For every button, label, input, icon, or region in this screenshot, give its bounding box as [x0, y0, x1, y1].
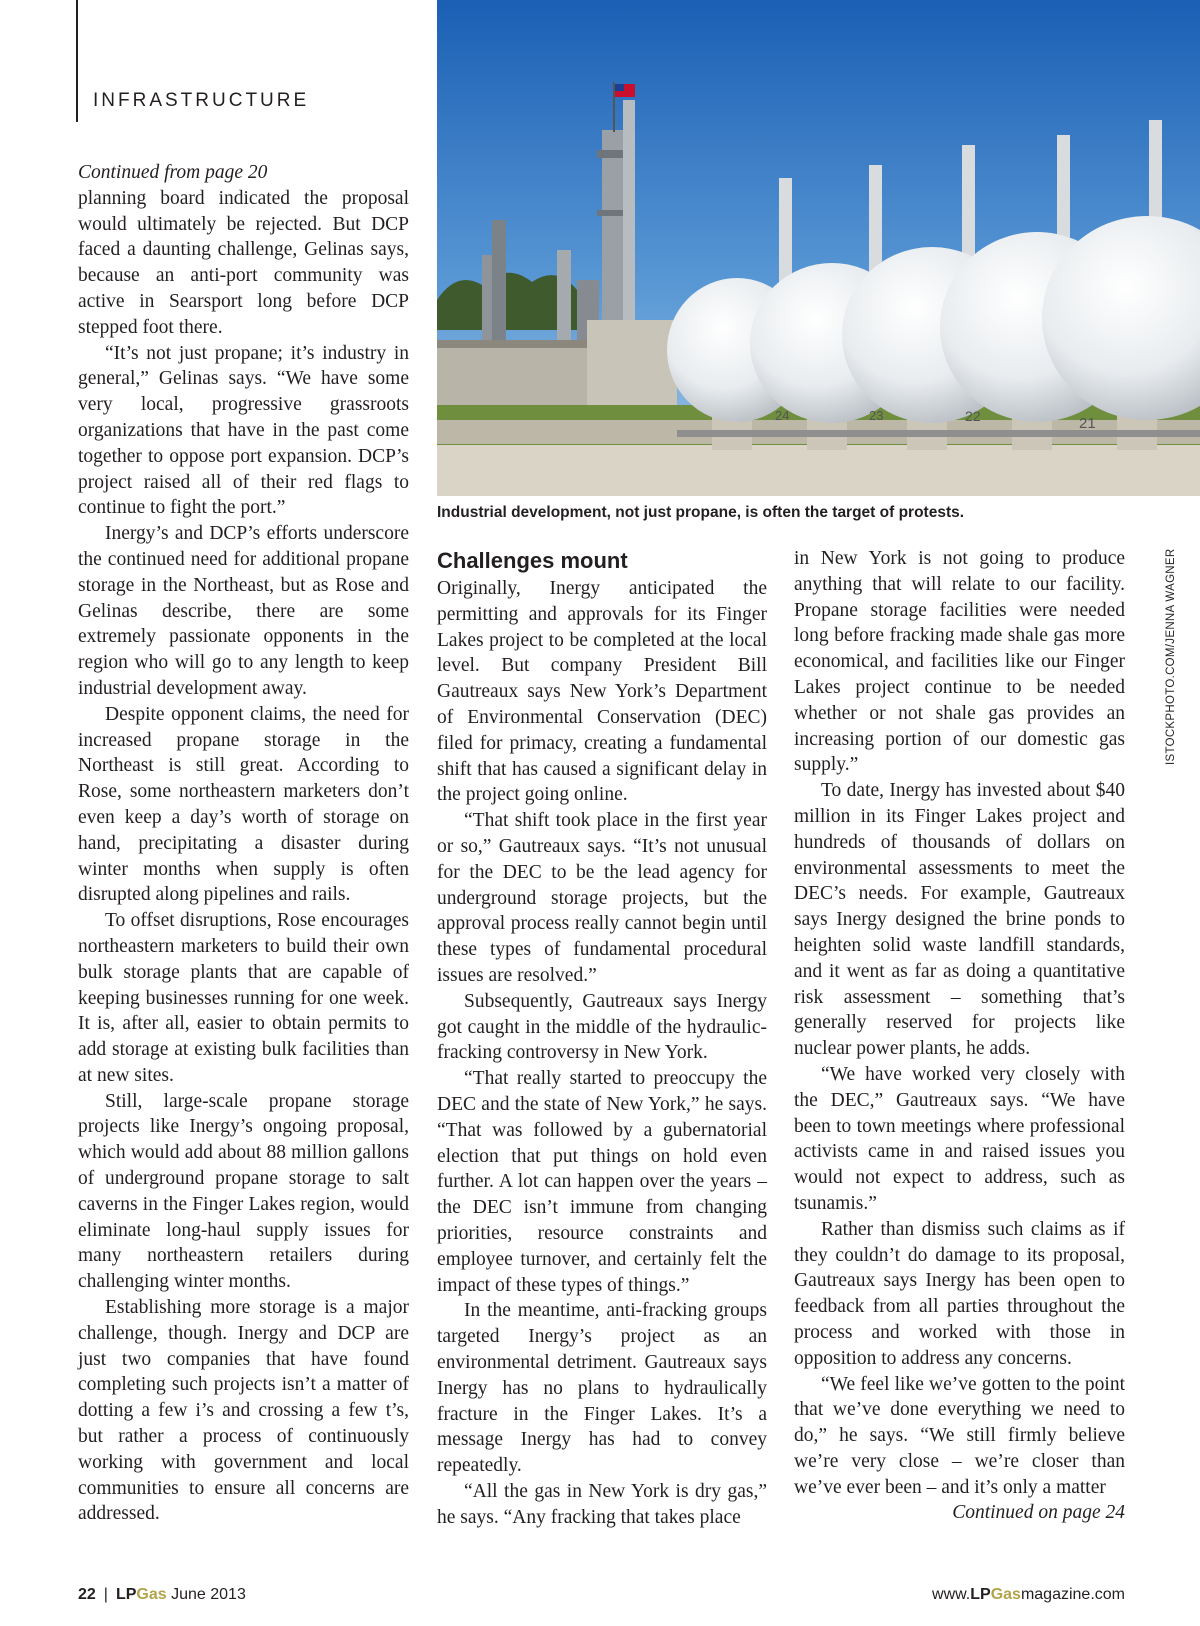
- site-suffix: magazine.com: [1020, 1586, 1125, 1603]
- article-column-1: [78, 160, 409, 1527]
- paragraph: Rather than dismiss such claims as if they couldn’t do damage to its proposal, Gautreaux says Inergy has been open to feedback from all parties throughout the process and worked with those in opposition to address any concerns.: [794, 1218, 1125, 1369]
- photo-credit: [1165, 548, 1185, 765]
- page-number: 22: [78, 1586, 96, 1603]
- tank-number: 23: [869, 408, 884, 423]
- paragraph: “It’s not just propane; it’s industry in general,” Gelinas says. “We have some very local, progressive grassroots organizations that have in the past come together to oppose port expansion. DCP’s project raised all of their red flags to continue to fight the port.”: [78, 342, 409, 519]
- paragraph: “That shift took place in the first year or so,” Gautreaux says. “It’s not unusual for the DEC to be the lead agency for underground storage projects, but the approval process really cannot begin until these types of fundamental procedural issues are resolved.”: [437, 810, 767, 986]
- logo-gas: Gas: [136, 1586, 167, 1603]
- magazine-logo: [116, 1586, 167, 1603]
- issue-date: June 2013: [171, 1586, 246, 1603]
- paragraph: planning board indicated the proposal would ultimately be rejected. But DCP faced a daunting challenge, Gelinas says, because an anti-port community was active in Searsport long before DCP stepped foot there.: [78, 187, 409, 338]
- subhead: Challenges mount: [437, 548, 628, 573]
- article-photo: [437, 0, 1200, 496]
- photo-caption: Industrial development, not just propane, is often the target of protests.: [437, 504, 965, 521]
- site-prefix: www.: [932, 1586, 971, 1603]
- paragraph: To offset disruptions, Rose encourages northeastern marketers to build their own bulk storage plants that are capable of keeping businesses running for one week. It is, after all, easier to obtain permits to add storage at existing bulk facilities than at new sites.: [78, 910, 409, 1086]
- site-gas: Gas: [990, 1586, 1021, 1603]
- continued-on: Continued on page 24: [952, 1502, 1125, 1524]
- propane-storage-photo: [437, 0, 1200, 496]
- footer-folio: [78, 1586, 246, 1604]
- site-lp: LP: [970, 1586, 991, 1603]
- article-column-2: [437, 546, 767, 1530]
- article-column-3: [794, 546, 1125, 1526]
- footer-separator: |: [103, 1586, 108, 1603]
- photo-credit-text: ISTOCKPHOTO.COM/JENNA WAGNER: [1165, 548, 1177, 765]
- paragraph: Establishing more storage is a major challenge, though. Inergy and DCP are just two companies that have found completing such projects isn’t a matter of dotting a few i’s and crossing a few t’s, but rather a process of continuously working with government and local communities to ensure all concerns are addressed.: [78, 1297, 409, 1525]
- paragraph: Inergy’s and DCP’s efforts underscore the continued need for additional propane storage in the Northeast, but as Rose and Gelinas describe, there are some extremely passionate opponents in the region who will go to any length to keep industrial development away.: [78, 523, 409, 699]
- tank-number: 22: [965, 408, 981, 424]
- section-label: INFRASTRUCTURE: [93, 90, 310, 111]
- paragraph: “We have worked very closely with the DEC,” Gautreaux says. “We have been to town meetings where professional activists came in and raised issues you would not expect to address, such as tsunamis.”: [794, 1063, 1125, 1214]
- tank-number: 24: [775, 408, 790, 423]
- paragraph: Subsequently, Gautreaux says Inergy got caught in the middle of the hydraulic-fracking controversy in New York.: [437, 990, 767, 1064]
- paragraph: Despite opponent claims, the need for increased propane storage in the Northeast is still great. According to Rose, some northeastern marketers don’t even keep a day’s worth of storage on hand, precipitating a disaster during winter months when supply is often disrupted along pipelines and rails.: [78, 703, 409, 906]
- footer-website: [932, 1586, 1125, 1604]
- paragraph: Still, large-scale propane storage projects like Inergy’s ongoing proposal, which would add about 88 million gallons of underground propane storage to salt caverns in the Finger Lakes region, would eliminate long-haul supply issues for many northeastern retailers during challenging winter months.: [78, 1090, 409, 1293]
- paragraph: “All the gas in New York is dry gas,” he says. “Any fracking that takes place: [437, 1480, 767, 1528]
- paragraph: “That really started to preoccupy the DEC and the state of New York,” he says. “That was followed by a gubernatorial election that put things on hold even further. A lot can happen over the years – the DEC isn’t immune from changing priorities, resource constraints and employee turnover, and certainly felt the impact of these types of things.”: [437, 1068, 767, 1296]
- paragraph: Originally, Inergy anticipated the permitting and approvals for its Finger Lakes project to be completed at the local level. But company President Bill Gautreaux says New York’s Department of Environmental Conservation (DEC) filed for primacy, creating a fundamental shift that has caused a significant delay in the project going online.: [437, 578, 767, 806]
- logo-lp: LP: [115, 1586, 137, 1603]
- paragraph: “We feel like we’ve gotten to the point that we’ve done everything we need to do,” he says. “We still firmly believe we’re very close – we’re closer than we’ve ever been – and it’s only a matter: [794, 1373, 1125, 1498]
- continued-from: Continued from page 20: [78, 162, 268, 183]
- paragraph: In the meantime, anti-fracking groups targeted Inergy’s project as an environmental detriment. Gautreaux says Inergy has no plans to hydraulically fracture in the Finger Lakes. It’s a message Inergy has had to convey repeatedly.: [437, 1300, 767, 1477]
- paragraph: in New York is not going to produce anything that will relate to our facility. Propane storage facilities were needed long before fracking made shale gas more economical, and facilities like our Finger Lakes project continue to be needed whether or not shale gas provides an increasing portion of our domestic gas supply.”: [794, 548, 1125, 776]
- header-rule: [76, 0, 78, 122]
- paragraph: To date, Inergy has invested about $40 million in its Finger Lakes project and hundreds of thousands of dollars on environmental assessments to meet the DEC’s needs. For example, Gautreaux says Inergy designed the brine ponds to heighten solid waste landfill standards, and it went as far as doing a quantitative risk assessment – something that’s generally reserved for projects like nuclear power plants, he adds.: [794, 780, 1125, 1060]
- tank-number: 21: [1079, 415, 1096, 432]
